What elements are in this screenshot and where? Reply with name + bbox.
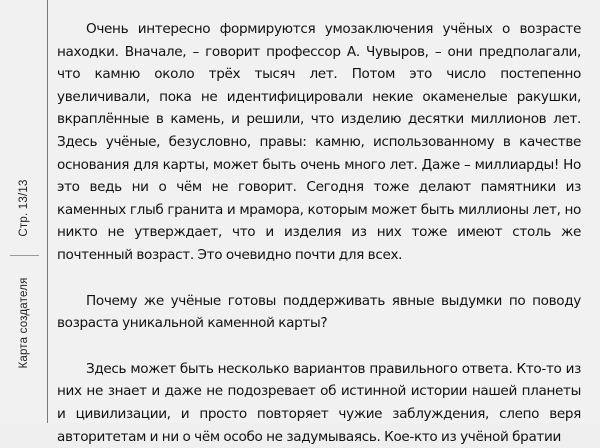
sidebar-rule xyxy=(47,0,48,423)
paragraph-1: Очень интересно формируются умозаключения учёных о возрасте находки. Вначале, – говорит профессор А. Чувыров, – они предполагали, что камню около трёх тысяч лет. Потом это число постепенно увеличивали, пока не идентифицировали некие окаменелые ракушки, вкраплённые в камень, и решили, что изделию десятки миллионов лет. Здесь учёные, безусловно, правы: камню, использованному в качестве основания для карты, может быть очень много лет. Даже – миллиарды! Но это ведь ни о чём не говорит. Сегодня тоже делают памятники из каменных глыб гранита и мрамора, которым может быть миллионы лет, но никто не утверждает, что и изделия из них тоже имеют столь же почтенный возраст. Это очевидно почти для всех. xyxy=(57,21,581,263)
book-title: Карта создателя xyxy=(18,277,30,369)
page-text xyxy=(57,18,581,448)
page-sidebar xyxy=(0,0,48,423)
paragraph-3: Здесь может быть несколько вариантов правильного ответа. Кто-то из них не знает и даже не подозревает об истинной истории нашей планеты и цивилизации, и просто повторяет чужие заблуждения, слепо веря авторитетам и ни о чём особо не задумываясь. Кое-кто из учёной братии xyxy=(57,360,581,445)
sidebar-divider xyxy=(10,255,39,256)
paragraph-2: Почему же учёные готовы поддерживать явные выдумки по поводу возраста уникальной каменной карты? xyxy=(57,292,581,332)
page-number: Стр. 13/13 xyxy=(18,179,30,237)
